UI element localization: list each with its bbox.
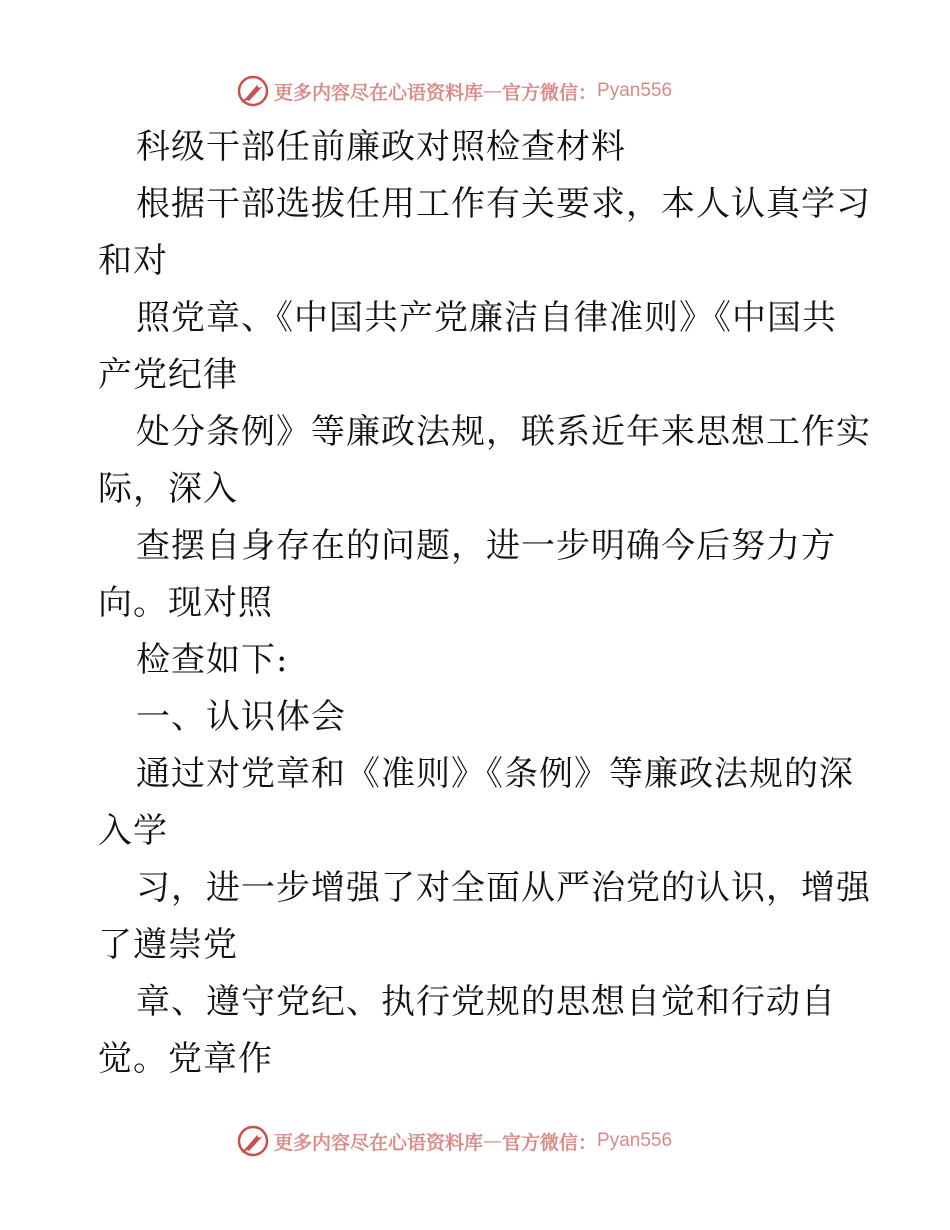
text-line: 觉。党章作 (98, 1039, 273, 1079)
text-line: 际，深入 (98, 469, 238, 509)
text-line: 根据干部选拔任用工作有关要求，本人认真学习 (136, 184, 871, 224)
text-line: 一、认识体会 (136, 697, 346, 737)
text-line: 入学 (98, 811, 168, 851)
footer-watermark (236, 1122, 672, 1160)
watermark-separator: — (483, 1130, 503, 1152)
text-line: 科级干部任前廉政对照检查材料 (136, 127, 626, 167)
pen-nib-logo-icon (236, 74, 270, 108)
text-line: 照党章、《中国共产党廉洁自律准则》《中国共 (136, 298, 837, 338)
text-line: 查摆自身存在的问题，进一步明确今后努力方 (136, 526, 836, 566)
text-line: 了遵崇党 (98, 925, 238, 965)
header-watermark (236, 72, 672, 110)
watermark-wechat-id: Pyan556 (597, 80, 673, 101)
text-line: 章、遵守党纪、执行党规的思想自觉和行动自 (136, 982, 836, 1022)
document-body (98, 119, 871, 1088)
text-line: 习，进一步增强了对全面从严治党的认识，增强 (136, 868, 871, 908)
text-line: 产党纪律 (98, 355, 238, 395)
watermark-brand: 更多内容尽在心语资料库 (274, 81, 484, 104)
text-line: 和对 (98, 241, 168, 281)
watermark-label: 官方微信： (502, 1131, 598, 1154)
text-line: 向。现对照 (98, 583, 273, 623)
pen-nib-logo-icon (236, 1124, 270, 1158)
watermark-brand: 更多内容尽在心语资料库 (274, 1131, 484, 1154)
watermark-wechat-id: Pyan556 (597, 1130, 673, 1151)
text-line: 处分条例》等廉政法规，联系近年来思想工作实 (136, 412, 871, 452)
watermark-separator: — (483, 80, 503, 102)
watermark-label: 官方微信： (502, 81, 598, 104)
text-line: 检查如下: (136, 640, 289, 680)
text-line: 通过对党章和《准则》《条例》等廉政法规的深 (136, 754, 854, 794)
